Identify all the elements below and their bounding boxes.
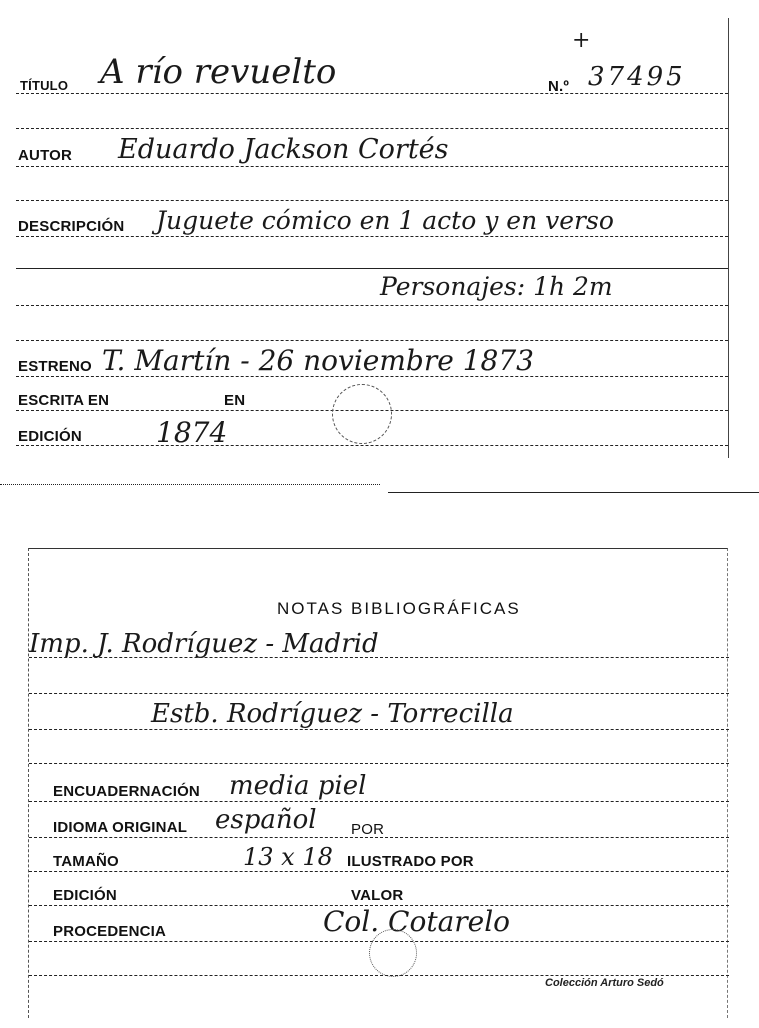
edicion-label: EDICIÓN [18, 428, 82, 445]
edicion-label: EDICIÓN [53, 887, 117, 904]
rule [16, 166, 728, 167]
rule [16, 93, 728, 94]
rule [16, 305, 728, 306]
edicion-value: 1874 [156, 416, 228, 449]
note-line-1: Imp. J. Rodríguez - Madrid [29, 629, 379, 659]
rule [29, 837, 729, 838]
ilustrado-label: ILUSTRADO POR [347, 853, 474, 870]
rule [16, 200, 728, 201]
por-label: POR [351, 821, 385, 838]
catalog-card-bottom [28, 548, 728, 1018]
notas-heading: NOTAS BIBLIOGRÁFICAS [277, 599, 521, 618]
estreno-value: T. Martín - 26 noviembre 1873 [102, 344, 534, 377]
catalog-card-top [0, 0, 759, 500]
numero-value: 37495 [588, 62, 686, 92]
rule [29, 871, 729, 872]
stamp-mark [332, 384, 392, 444]
autor-label: AUTOR [18, 147, 73, 164]
rule [16, 340, 728, 341]
rule [29, 801, 729, 802]
card-cut-edge [0, 484, 380, 485]
rule [29, 657, 729, 658]
encuadernacion-value: media piel [229, 771, 367, 801]
descripcion-label: DESCRIPCIÓN [18, 218, 125, 235]
en-label: EN [224, 392, 246, 409]
card-cut-edge [388, 492, 759, 493]
rule [16, 268, 728, 269]
card-edge [728, 18, 729, 458]
rule [29, 763, 729, 764]
idioma-value: español [215, 805, 317, 835]
numero-label: N.º [548, 78, 570, 95]
rule [29, 729, 729, 730]
rule [29, 693, 729, 694]
estreno-label: ESTRENO [18, 358, 92, 375]
rule [16, 376, 728, 377]
tamano-value: 13 x 18 [243, 843, 333, 871]
rule [16, 236, 728, 237]
encuadernacion-label: ENCUADERNACIÓN [53, 783, 200, 800]
titulo-value: A río revuelto [100, 52, 337, 92]
note-line-2: Estb. Rodríguez - Torrecilla [151, 699, 514, 729]
cross-mark: + [572, 28, 591, 53]
procedencia-value: Col. Cotarelo [323, 905, 511, 938]
descripcion-value: Juguete cómico en 1 acto y en verso [156, 206, 614, 235]
valor-label: VALOR [351, 887, 404, 904]
rule [16, 445, 728, 446]
procedencia-label: PROCEDENCIA [53, 923, 167, 940]
idioma-label: IDIOMA ORIGINAL [53, 819, 188, 836]
autor-value: Eduardo Jackson Cortés [118, 134, 449, 165]
stamp-mark [369, 929, 417, 977]
personajes-value: Personajes: 1h 2m [380, 272, 613, 301]
rule [29, 975, 729, 976]
colophon: Colección Arturo Sedó [545, 977, 664, 989]
rule [16, 128, 728, 129]
titulo-label: TÍTULO [20, 78, 69, 93]
tamano-label: TAMAÑO [53, 853, 119, 870]
escrita-label: ESCRITA EN [18, 392, 110, 409]
